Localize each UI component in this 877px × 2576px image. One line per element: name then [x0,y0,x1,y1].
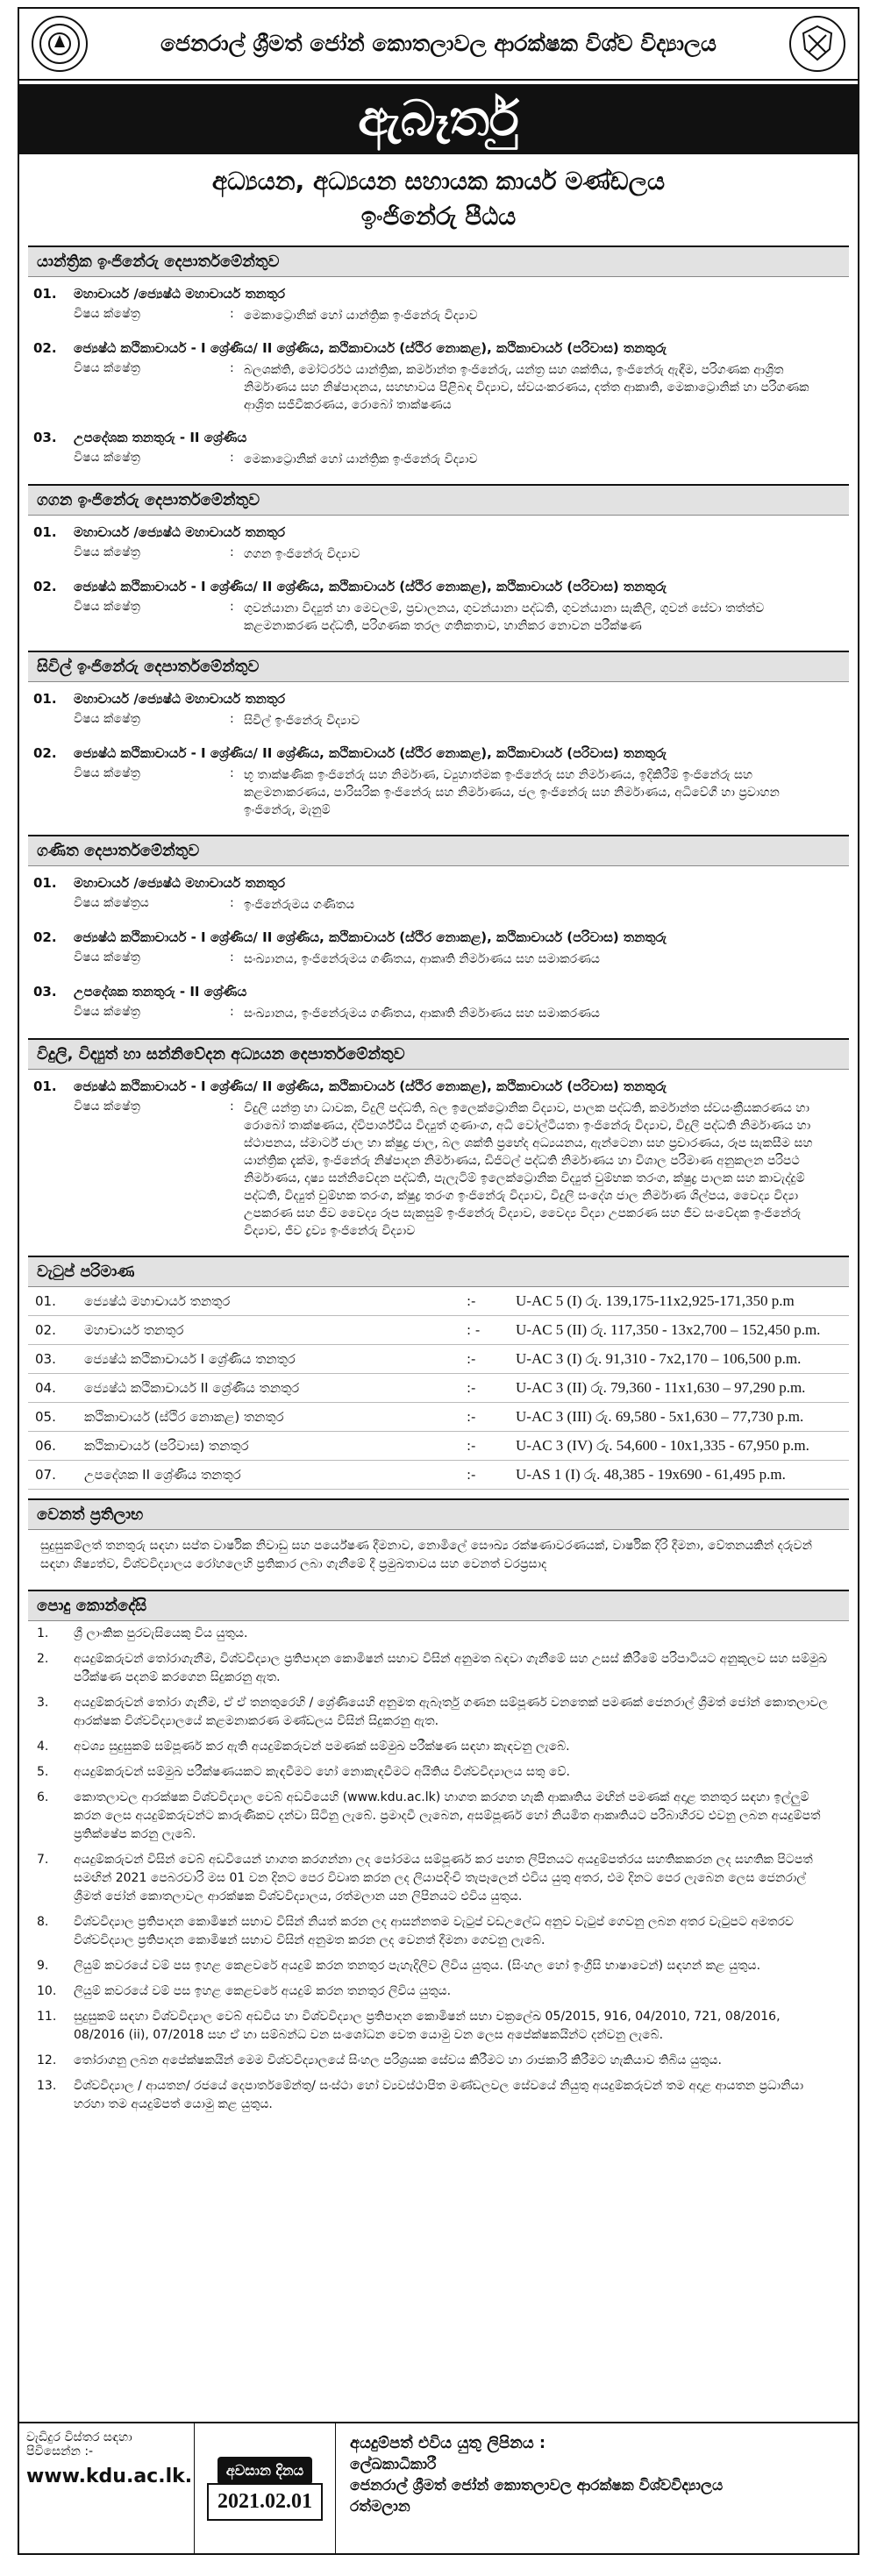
post-heading [28,1073,849,1098]
salary-row-number: 07. [28,1461,77,1490]
field-colon: : [230,600,234,614]
salary-row [28,1461,849,1490]
department-title: ගණිත දෙපාර්තමේන්තුව [28,836,849,866]
subject-field-label: විෂය ක්ෂේත්‍ර [74,712,140,726]
salary-row-scale: U-AS 1 (I) රු. 48,385 - 19x690 - 61,495 p.m. [509,1461,849,1490]
post-heading [28,335,849,359]
post-title: ජ්‍යෙෂ්ඨ කථිකාචාර්ය - I ශ්‍රේණිය/ II ශ්‍රේණිය, කථිකාචාර්ය (ස්ථිර නොකළ), කථිකාචාර්ය (පරිවාස) තනතුරු [74,1078,667,1094]
post-entry [28,277,849,331]
salary-row-post: ජ්‍යෙෂ්ඨ කථිකාචාර්ය I ශ්‍රේණිය තනතුර [77,1345,460,1374]
subject-field-row [28,949,849,970]
subject-field-row [28,1003,849,1024]
salary-row-scale: U-AC 3 (II) රු. 79,360 - 11x1,630 – 97,290 p.m. [509,1374,849,1403]
post-number: 02. [33,579,57,594]
salary-row [28,1374,849,1403]
post-heading [28,519,849,544]
post-title: උපදේශක තනතුරු - II ශ්‍රේණිය [74,430,247,445]
subject-field-value: සංඛ්‍යානය, ඉංජිනේරුමය ගණිතය, ආකෘති නිර්මාණය සහ සමාකරණය [244,1007,600,1021]
field-colon: : [230,1099,234,1114]
condition-text: තෝරාගනු ලබන අපේක්ෂකයින් මෙම විශ්වවිද්‍යාලයේ සිංහල පරිශ්‍රයක සේවය කිරීමට හා රාජකාරි කිරීමට හැකියාව තිබිය යුතුය. [74,2053,722,2067]
post-number: 02. [33,745,57,761]
advertisement-page [18,7,859,2555]
salary-row [28,1403,849,1432]
post-number: 01. [33,524,57,540]
post-number: 01. [33,286,57,302]
address-line-2: ජෙනරාල් ශ්‍රීමත් ජෝන් කොතලාවල ආරක්ෂක විශ්වවිද්‍යාලය [350,2477,724,2494]
condition-text: විශ්වවිද්‍යාල ප්‍රතිපාදන කොමිෂන් සභාව විසින් නියත් කරන ලද ආසන්නතම වැටුප් වඩඋලේධ අනුව වැටුප් ගෙවනු ලබන අතර වැටුපට අමතරව විශ්වවිද්‍යාල ප්‍රතිපාදන කොමිෂන් සභාව විසින් අනුමත කරන ලද වෙනත් දීමනා ගෙවනු ලැබේ. [74,1915,794,1947]
salary-row-scale: U-AC 5 (I) රු. 139,175-11x2,925-171,350 p.m [509,1287,849,1316]
condition-number: 4. [37,1740,49,1754]
post-number: 03. [33,984,57,1000]
salary-row-scale: U-AC 3 (III) රු. 69,580 - 5x1,630 – 77,730 p.m. [509,1403,849,1432]
subject-field-row [28,449,849,470]
conditions-section [28,1590,849,2117]
deadline-label: අවසාන දිනය [217,2457,312,2485]
subject-field-row [28,598,849,637]
deadline-box [195,2423,335,2553]
department-section [28,835,849,1029]
post-entry [28,421,849,475]
condition-text: කොතලාවල ආරක්ෂක විශ්වවිද්‍යාල වෙබ් අඩවියෙහි (www.kdu.ac.lk) හාගත කරගත හැකි ආකෘතිය මඟින් පමණක් අදාළ තනතුර සඳහා ඉල්ලුම් කරන ලෙස අයදුම්කරුවන්ට කාරුණිකව දන්වා සිටිනු ලැබේ. ප්‍රමාදවී ලැබෙන, අසම්පූර්ණ හෝ නියමිත ආකෘතියට පරිබාහිරව එවනු ලබන අයදුම්පත් ප්‍රතික්ෂේප කරනු ලැබේ. [74,1790,821,1841]
condition-item [28,1979,849,2004]
condition-text: ලියුම් කවරයේ වම් පස ඉහළ කෙළවරේ අයදුම් කරන තනතුර පැහැදිලිව ලිවිය යුතුය. (සිංහල හෝ ඉංග්‍රීසි භාෂාවෙන්) සඳහන් කළ යුතුය. [74,1959,761,1973]
condition-item [28,1953,849,1979]
subject-field-value: ගුවන්යානා විද්‍යුත් හා මෙවලම්, ප්‍රචාලනය, ගුවන්යානා පද්ධති, ගුවන්යානා සැකිලි, ගුවන් සේවා තත්ත්ව කළමනාකරණ පද්ධති, පරිගණක තරල ගතිකතාව, හානිකර නොවන පරීක්ෂණ [244,601,765,633]
condition-item [28,1760,849,1785]
kdu-crest-icon [789,16,845,72]
salary-row-separator: :- [460,1461,509,1490]
staff-heading [19,154,858,237]
subject-field-value: ඉංජිනේරුමය ගණිතය [244,898,355,912]
condition-text: ශ්‍රී ලාංකික පුරවැසියෙකු විය යුතුය. [74,1626,248,1640]
subject-field-row [28,544,849,565]
subject-field-row [28,359,849,416]
sri-lanka-emblem-icon [32,16,88,72]
subject-field-label: විෂය ක්ෂේත්‍ර [74,451,140,465]
post-entry [28,866,849,921]
post-title: ජ්‍යෙෂ්ඨ කථිකාචාර්ය - I ශ්‍රේණිය/ II ශ්‍රේණිය, කථිකාචාර්ය (ස්ථිර නොකළ), කථිකාචාර්ය (පරිවාස) තනතුරු [74,929,667,945]
vacancies-banner: ඇබෑර්තු [19,84,858,154]
subject-field-value: මෙකාට්‍රොනික් හෝ යාන්ත්‍රික ඉංජිනේරු විද්‍යාව [244,452,478,466]
department-section [28,1038,849,1247]
salary-row [28,1345,849,1374]
department-section [28,484,849,642]
salary-title: වැටුප් පරිමාණ [28,1257,849,1287]
header-bar [19,9,858,81]
post-heading [28,424,849,449]
conditions-title: පොදු කොන්දේසි [28,1591,849,1621]
condition-item [28,2048,849,2074]
subject-field-row [28,894,849,915]
salary-row-scale: U-AC 3 (IV) රු. 54,600 - 10x1,335 - 67,950 p.m. [509,1432,849,1461]
post-entry [28,516,849,570]
field-colon: : [230,451,234,465]
condition-text: ලියුම් කවරයේ වම් පස ඉහළ කෙළවරේ අයදුම් කරන තනතුර ලිවිය යුතුය. [74,1984,452,1998]
post-heading [28,740,849,765]
condition-number: 11. [37,2010,57,2024]
subject-field-label: විෂය ක්ෂේත්‍ර [74,307,140,321]
condition-text: අයදුම්කරුවන් තෝරා ගැනීම, ඒ ඒ තනතුරෙහි / ශ්‍රේණියෙහි අනුමත ඇබෑර්තු ගණන සම්පූර්ණ වනතෙක් පමණක් ජෙනරාල් ශ්‍රීමත් ජෝන් කොතලාවල ආරක්ෂක විශ්වවිද්‍යාලයේ කළමනාකරණ මණ්ඩලය විසින් සිදුකරනු ඇත. [74,1696,829,1728]
department-sections [19,246,858,1247]
post-number: 03. [33,430,57,445]
post-heading [28,870,849,894]
condition-number: 8. [37,1915,49,1929]
condition-number: 2. [37,1652,49,1666]
department-title: විදුලි, විද්‍යුත් හා සන්නිවේදන අධ්‍යයන දෙපාර්තමේන්තුව [28,1040,849,1070]
condition-number: 10. [37,1984,57,1998]
post-entry [28,1070,849,1247]
salary-row-separator: :- [460,1403,509,1432]
salary-table [28,1287,849,1490]
post-heading [28,281,849,305]
field-colon: : [230,545,234,559]
subject-field-label: විෂය ක්ෂේත්‍ර [74,545,140,559]
condition-item [28,2004,849,2048]
post-title: මහාචාර්ය /ජ්‍යෙෂ්ඨ මහාචාර්ය තනතුර [74,691,286,707]
salary-row-number: 01. [28,1287,77,1316]
field-colon: : [230,896,234,910]
condition-item [28,2074,849,2117]
post-number: 01. [33,1078,57,1094]
footer [19,2422,858,2553]
website-link[interactable]: www.kdu.ac.lk. [26,2466,193,2487]
field-colon: : [230,712,234,726]
subject-field-label: විෂය ක්ෂේත්‍ර [74,766,140,780]
post-entry [28,331,849,421]
salary-row-post: මහාචාර්ය තනතුර [77,1316,460,1345]
condition-item [28,1647,849,1690]
salary-row [28,1287,849,1316]
department-title: සිවිල් ඉංජිනේරු දෙපාර්තමේන්තුව [28,652,849,682]
post-title: මහාචාර්ය /ජ්‍යෙෂ්ඨ මහාචාර්ය තනතුර [74,875,286,891]
salary-row [28,1432,849,1461]
condition-number: 7. [37,1853,49,1867]
subject-field-row [28,305,849,326]
conditions-list [28,1621,849,2117]
university-name: ජෙනරාල් ශ්‍රීමත් ජෝන් කොතලාවල ආරක්ෂක විශ්ව විද්‍යාලය [160,31,717,56]
salary-row-number: 03. [28,1345,77,1374]
condition-text: අවශ්‍ය සුදුසුකම් සම්පූර්ණ කර ඇති අයදුම්කරුවන් පමණක් සම්මුඛ පරීක්ෂණ සඳහා කැඳවනු ලැබේ. [74,1740,570,1754]
subject-field-label: විෂය ක්ෂේත්‍රය [74,896,149,910]
subject-field-label: විෂය ක්ෂේත්‍ර [74,1005,140,1019]
address-box [335,2423,858,2553]
department-title: ගගන ඉංජිනේරු දෙපාර්තමේන්තුව [28,486,849,516]
subject-field-value: සිවිල් ඉංජිනේරු විද්‍යාව [244,714,360,728]
condition-item [28,1734,849,1760]
faculty-title: ඉංජිනේරු පීඨය [360,202,517,231]
post-entry [28,682,849,737]
address-title: අයදුම්පත් එවිය යුතු ලිපිනය : [350,2434,546,2452]
condition-number: 5. [37,1765,49,1779]
department-title: යාන්ත්‍රික ඉංජිනේරු දෙපාර්තමේන්තුව [28,247,849,277]
post-heading [28,978,849,1003]
field-colon: : [230,766,234,780]
salary-row-separator: : - [460,1316,509,1345]
post-number: 02. [33,340,57,356]
department-section [28,246,849,475]
subject-field-value: මෙකාට්‍රොනික් හෝ යාන්ත්‍රික ඉංජිනේරු විද්‍යාව [244,309,478,323]
field-colon: : [230,950,234,964]
salary-row-number: 02. [28,1316,77,1345]
more-info-label: වැඩිදුර විස්තර සඳහා පිවිසෙන්න :- [26,2430,132,2459]
subject-field-row [28,1098,849,1242]
post-title: මහාචාර්ය /ජ්‍යෙෂ්ඨ මහාචාර්ය තනතුර [74,286,286,302]
salary-row-scale: U-AC 3 (I) රු. 91,310 - 7x2,170 – 106,500 p.m. [509,1345,849,1374]
subject-field-row [28,765,849,821]
subject-field-value: ගගන ඉංජිනේරු විද්‍යාව [244,547,360,561]
benefits-title: වෙනත් ප්‍රතිලාභ [28,1500,849,1530]
post-entry [28,921,849,975]
salary-row-scale: U-AC 5 (II) රු. 117,350 - 13x2,700 – 152,450 p.m. [509,1316,849,1345]
field-colon: : [230,361,234,375]
condition-number: 3. [37,1696,49,1710]
subject-field-value: විදුලි යන්ත්‍ර හා ධාවක, විදුලි පද්ධති, බල ඉලෙක්ට්‍රොනික විද්‍යාව, පාලක පද්ධති, කර්මාන්ත ස්වයංක්‍රීයකරණය හා රොබෝ තාක්ෂණය, ද්විපාර්ශ්වීය විද්‍යුත් ගුණාංග, අධි වෝල්ටීයතා ඉංජිනේරු විද්‍යාව, විදුලි පද්ධති නිර්මාණය හා ස්ථාපනය, ස්මාර්ට් ජාල හා ක්ෂුද්‍ර ජාල, බල ශක්ති ප්‍රභේද අධ්‍යයනය, ඇන්ටෙනා සහ ප්‍රචාරණය, රූප සැකසීම සහ යාන්ත්‍රික දැක්ම, ඉංජිනේරු නිෂ්පාදන නිර්මාණය, ඩිජිටල් පද්ධති නිර්මාණය හා විශාල පරිමාණ අනුකලන පරිපථ නිර්මාණය, දෘෂ්‍ය සන්නිවේදන පද්ධති, පැලැටිම් ඉලෙක්ට්‍රොනික විද්‍යුත් චුම්භක තරංග, ක්ෂුද්‍ර පාලක සහ කාවැද්දුම් පද්ධති, විද්‍යුත් චුම්භක තරංග, ක්ෂුද්‍ර තරංග ඉංජිනේරු විද්‍යාව, විදුලි සංදේශ ජාල නිර්මාණ ශිල්පය, වෛද්‍ය විද්‍යා උපකරණ සහ ජීව වෛද්‍ය රූප සැකසුම් ඉංජිනේරු විද්‍යාව, වෛද්‍ය විද්‍යා උපකරණ සහ ජීව සංවේදක ඉංජිනේරු විද්‍යාව, ජීව ද්‍රව්‍ය ඉංජිනේරු විද්‍යාව [244,1101,813,1238]
subject-field-label: විෂය ක්ෂේත්‍ර [74,950,140,964]
condition-text: සුදුසුකම් සඳහා විශ්වවිද්‍යාල වෙබ් අඩවිය හා විශ්වවිද්‍යාල ප්‍රතිපාදන කොමිෂන් සභා චක්‍රලේඛ 05/2015, 916, 04/2010, 721, 08/2016, 08/2016 (ii), 07/2018 සහ ඒ හා සම්බන්ධ වන සංශෝධන වෙත යොමු වන ලෙස අපේක්ෂකයින්ට දන්වනු ලැබේ. [74,2010,781,2042]
salary-row-separator: :- [460,1287,509,1316]
salary-section [28,1256,849,1490]
post-number: 02. [33,929,57,945]
post-title: උපදේශක තනතුරු - II ශ්‍රේණිය [74,984,247,1000]
post-entry [28,975,849,1029]
condition-number: 12. [37,2053,57,2067]
post-number: 01. [33,691,57,707]
salary-row-number: 04. [28,1374,77,1403]
condition-item [28,1785,849,1847]
condition-item [28,1621,849,1647]
salary-row [28,1316,849,1345]
condition-item [28,1847,849,1910]
field-colon: : [230,307,234,321]
benefits-text: සුදුසුකම්ලත් තනතුරු සඳහා සප්ත වාර්ෂික නිවාඩු සහ පර්යේෂණ දීමනාව, නොමිලේ සෞඛ්‍ය රක්ෂණාවරණයක්, වාර්ෂික දිරි දීමනා, වේතනයකින් දරුවන් සඳහා ශිෂ්‍යත්ව, විශ්වවිද්‍යාලය රෝහලෙහි ප්‍රතිකාර ලබා ගැනීමේ දී ප්‍රමුඛතාවය සහ වෙනත් වරප්‍රසාද [40,1539,812,1571]
subject-field-label: විෂය ක්ෂේත්‍ර [74,600,140,614]
post-title: මහාචාර්ය /ජ්‍යෙෂ්ඨ මහාචාර්ය තනතුර [74,524,286,540]
salary-row-separator: :- [460,1345,509,1374]
salary-row-number: 05. [28,1403,77,1432]
condition-number: 9. [37,1959,49,1973]
condition-item [28,1690,849,1734]
post-entry [28,570,849,642]
condition-number: 13. [37,2079,57,2093]
post-heading [28,686,849,710]
post-title: ජ්‍යෙෂ්ඨ කථිකාචාර්ය - I ශ්‍රේණිය/ II ශ්‍රේණිය, කථිකාචාර්ය (ස්ථිර නොකළ), කථිකාචාර්ය (පරිවාස) තනතුරු [74,340,667,356]
salary-row-post: කථිකාචාර්ය (පරිවාස) තනතුර [77,1432,460,1461]
more-info-box [19,2423,195,2553]
condition-text: අයදුම්කරුවන් තෝරාගැනීම, විශ්වවිද්‍යාල ප්‍රතිපාදන කොමිෂන් සභාව විසින් අනුමත බඳවා ගැනීමේ සහ උසස් කිරීමේ පරිපාටියට අනුකූලව සහ සම්මුඛ පරීක්ෂණ පදනම් කරගෙන සිදුකරනු ඇත. [74,1652,827,1684]
address-line-3: රත්මලාන [350,2498,410,2516]
salary-row-post: ජ්‍යෙෂ්ඨ මහාචාර්ය තනතුර [77,1287,460,1316]
post-entry [28,737,849,826]
condition-item [28,1910,849,1953]
condition-text: අයදුම්කරුවන් විසින් වෙබ් අඩවියෙන් හාගත කරගන්නා ලද පෝරමය සම්පූර්ණ කර පහත ලිපිනයට අයදුම්පත්රය සහතිකකරන ලද සහතික පිටපත් සමඟින් 2021 පෙබරවාරි මස 01 වන දිනට පෙර විවෘත කරන ලද ලියාපදිංචි තැපෑලෙන් එවිය යුතු අතර, එම දිනට පෙර ලැබෙන ලෙස ජෙනරාල් ශ්‍රීමත් ජෝන් කොතලාවල ආරක්ෂක විශ්වවිද්‍යාලය, රත්මලාන යන ලිපිනයට එවිය යුතුය. [74,1853,813,1904]
field-colon: : [230,1005,234,1019]
salary-row-post: ජ්‍යෙෂ්ඨ කථිකාචාර්ය II ශ්‍රේණිය තනතුර [77,1374,460,1403]
salary-row-post: උපදේශක II ශ්‍රේණිය තනතුර [77,1461,460,1490]
condition-text: විශ්වවිද්‍යාල / ආයතන/ රජයේ දෙපාර්තමේන්තු/ සංස්ථා හෝ ව්‍යවස්ථාපිත මණ්ඩලවල සේවයේ නියුතු අයදුම්කරුවන් තම අදාළ ආයතන ප්‍රධානියා හරහා තම අයදුම්පත් යොමු කළ යුතුය. [74,2079,804,2111]
subject-field-value: සංඛ්‍යානය, ඉංජිනේරුමය ගණිතය, ආකෘති නිර්මාණය සහ සමාකරණය [244,952,600,966]
post-title: ජ්‍යෙෂ්ඨ කථිකාචාර්ය - I ශ්‍රේණිය/ II ශ්‍රේණිය, කථිකාචාර්ය (ස්ථිර නොකළ), කථිකාචාර්ය (පරිවාස) තනතුරු [74,579,667,594]
salary-row-post: කථිකාචාර්ය (ස්ථිර නොකළ) තනතුර [77,1403,460,1432]
subject-field-value: බලශක්ති, මෝටර්රථ යාන්ත්‍රික, කර්මාන්ත ඉංජිනේරු, යන්ත්‍ර සහ ශක්තිය, ඉංජිනේරු ඇඳීම, පරිගණක ආශ්‍රිත නිර්මාණය සහ නිෂ්පාදනය, සහභාවය පිළිබඳ විද්‍යාව, ස්වයංකරණය, දත්ත ආකෘති, මෙකාට්‍රොනික් හා පරිගණක ආශ්‍රිත සජීවීකරණය, රොබෝ තාක්ෂණය [244,363,809,412]
post-number: 01. [33,875,57,891]
subject-field-label: විෂය ක්ෂේත්‍ර [74,361,140,375]
salary-row-separator: :- [460,1374,509,1403]
salary-row-separator: :- [460,1432,509,1461]
post-title: ජ්‍යෙෂ්ඨ කථිකාචාර්ය - I ශ්‍රේණිය/ II ශ්‍රේණිය, කථිකාචාර්ය (ස්ථිර නොකළ), කථිකාචාර්ය (පරිවාස) තනතුරු [74,745,667,761]
condition-text: අයදුම්කරුවන් සම්මුඛ පරීක්ෂණයකට කැඳවීමට හෝ නොකැඳවීමට අයිතිය විශ්වවිද්‍යාලය සතු වේ. [74,1765,570,1779]
benefits-section [28,1498,849,1581]
condition-number: 1. [37,1626,49,1640]
subject-field-row [28,710,849,731]
condition-number: 6. [37,1790,49,1804]
subject-field-value: භූ තාක්ෂණික ඉංජිනේරු සහ නිර්මාණ, ව්‍යුහාත්මක ඉංජිනේරු සහ නිර්මාණය, ඉදිකිරීම් ඉංජිනේරු සහ කළමනාකරණය, පාරිසරික ඉංජිනේරු සහ නිර්මාණය, ජල ඉංජිනේරු සහ නිර්මාණය, අධිවේගී හා ප්‍රවාහන ඉංජිනේරු, මැනුම් [244,768,780,817]
department-section [28,651,849,826]
salary-row-number: 06. [28,1432,77,1461]
address-line-1: ලේඛකාධිකාරී [350,2456,437,2473]
staff-category-title: අධ්‍යයන, අධ්‍යයන සහායක කාර්ය මණ්ඩලය [211,167,666,196]
post-heading [28,924,849,949]
post-heading [28,573,849,598]
deadline-date: 2021.02.01 [207,2483,323,2521]
subject-field-label: විෂය ක්ෂේත්‍ර [74,1099,140,1114]
